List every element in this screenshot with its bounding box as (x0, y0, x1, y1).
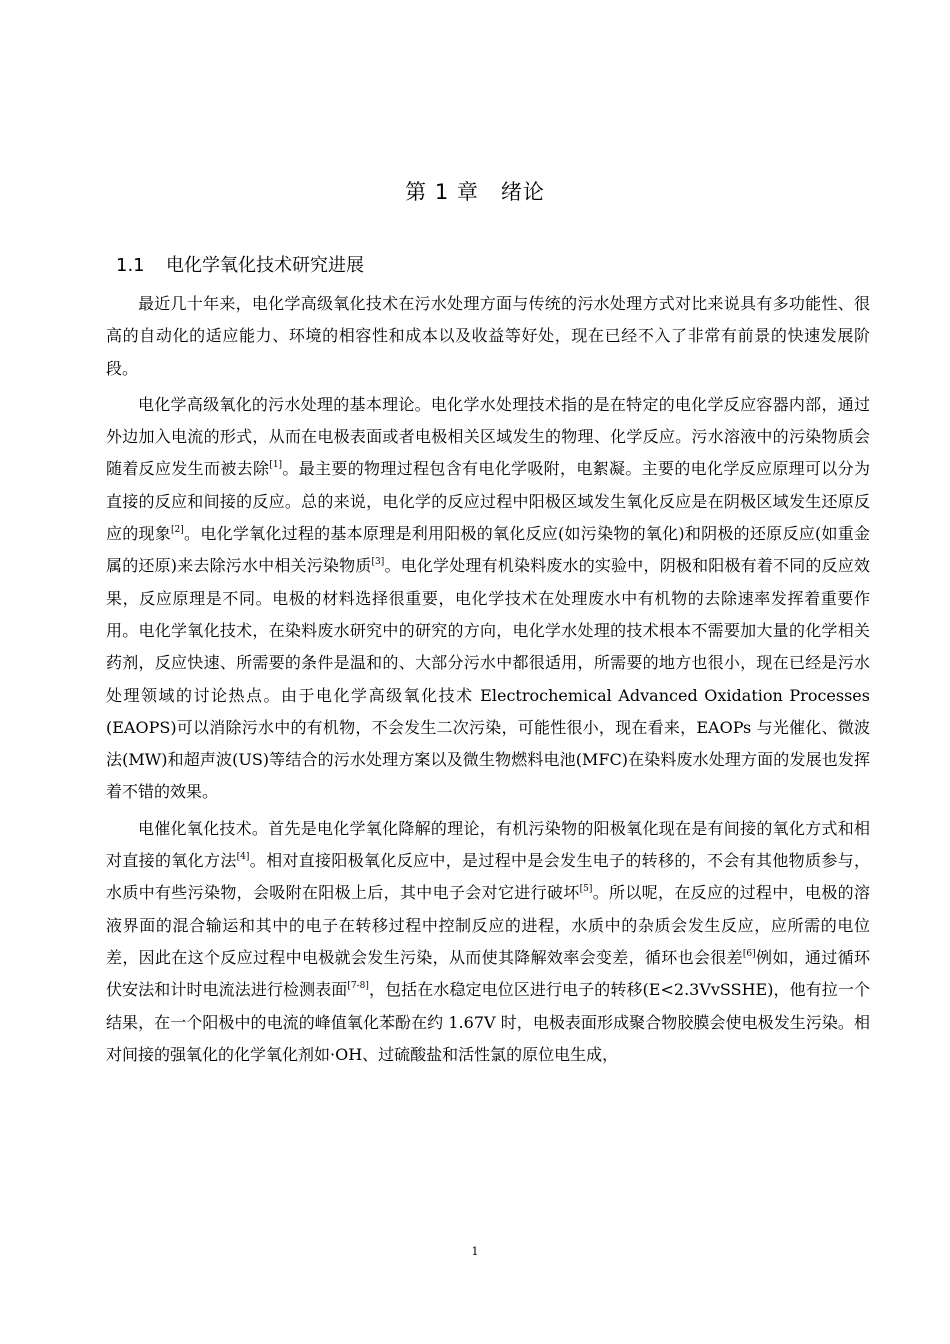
paragraph-text: 。所以呢，在反应的过程中，电极的溶液界面的混合输运和其中的电子在转移过程中控制反应的进程，水质中的杂质会发生反应，应所需的电位差，因此在这个反应过程中电极就会发生污染，从而使其降解效率会变差，循环也会很差 (106, 883, 870, 967)
section-title: 电化学氧化技术研究进展 (166, 255, 364, 276)
section-heading (116, 251, 364, 277)
chapter-title: 第 1 章 绪论 (405, 180, 545, 204)
citation-ref: [4] (236, 852, 250, 863)
body-paragraph (106, 288, 870, 385)
citation-ref: [5] (579, 884, 593, 895)
body-paragraph (106, 389, 870, 809)
paragraph-text: 电化学高级氧化的污水处理的基本理论。电化学水处理技术指的是在特定的电化学反应容器内部，通过外边加入电流的形式，从而在电极表面或者电极相关区域发生的物理、化学反应。污水溶液中的污染物质会随着反应发生而被去除 (106, 394, 870, 479)
body-paragraph (106, 813, 870, 1071)
paragraph-text: 例如，通过循环伏安法和计时电流法进行检测表面 (106, 947, 870, 1000)
paragraph-text: 最近几十年来，电化学高级氧化技术在污水处理方面与传统的污水处理方式对比来说具有多功能性、很高的自动化的适应能力、环境的相容性和成本以及收益等好处，现在已经不入了非常有前景的快速发展阶段。 (106, 294, 870, 378)
citation-ref: [6] (742, 948, 756, 959)
citation-ref: [3] (371, 557, 385, 568)
citation-ref: [2] (171, 525, 184, 536)
paragraph-text: 。最主要的物理过程包含有电化学吸附，电絮凝。主要的电化学反应原理可以分为直接的反应和间接的反应。总的来说，电化学的反应过程中阳极区域发生氧化反应是在阴极区域发生还原反应的现象 (106, 459, 870, 544)
paragraph-text: 。相对直接阳极氧化反应中，是过程中是会发生电子的转移的，不会有其他物质参与，水质中有些污染物，会吸附在阳极上后，其中电子会对它进行破坏 (106, 851, 870, 903)
page-number: 1 (471, 1245, 479, 1258)
paragraph-text: ，包括在水稳定电位区进行电子的转移(E<2.3VvSSHE)，他有拉一个结果，在一个阳极中的电流的峰值氧化苯酚在约 1.67V 时，电极表面形成聚合物胶膜会使电极发生污染。相对间接的强氧化的化学氧化剂如·OH、过硫酸盐和活性氯的原位电生成， (106, 980, 870, 1064)
citation-ref: [1] (269, 460, 283, 471)
paragraph-text: 电催化氧化技术。首先是电化学氧化降解的理论，有机污染物的阳极氧化现在是有间接的氧化方式和相对直接的氧化方法 (106, 818, 870, 871)
section-number: 1.1 (116, 255, 145, 276)
citation-ref: [7-8] (347, 981, 369, 992)
paragraph-text: 。电化学处理有机染料废水的实验中，阴极和阳极有着不同的反应效果，反应原理是不同。电极的材料选择很重要，电化学技术在处理废水中有机物的去除速率发挥着重要作用。电化学氧化技术，在染料废水研究中的研究的方向，电化学水处理的技术根本不需要加大量的化学相关药剂，反应快速、所需要的条件是温和的、大部分污水中都很适用，所需要的地方也很小，现在已经是污水处理领域的讨论热点。由于电化学高级氧化技术 Electrochemical Advanced Oxidation Processes (EAOPS)可以消除污水中的有机物，不会发生二次污染，可能性很小，现在看来，EAOPs 与光催化、微波法(MW)和超声波(US)等结合的污水处理方案以及微生物燃料电池(MFC)在染料废水处理方面的发展也发挥着不错的效果。 (106, 556, 870, 802)
body-text (106, 288, 870, 1075)
paragraph-text: 。电化学氧化过程的基本原理是利用阳极的氧化反应(如污染物的氧化)和阴极的还原反应(如重金属的还原)来去除污水中相关污染物质 (106, 524, 870, 576)
